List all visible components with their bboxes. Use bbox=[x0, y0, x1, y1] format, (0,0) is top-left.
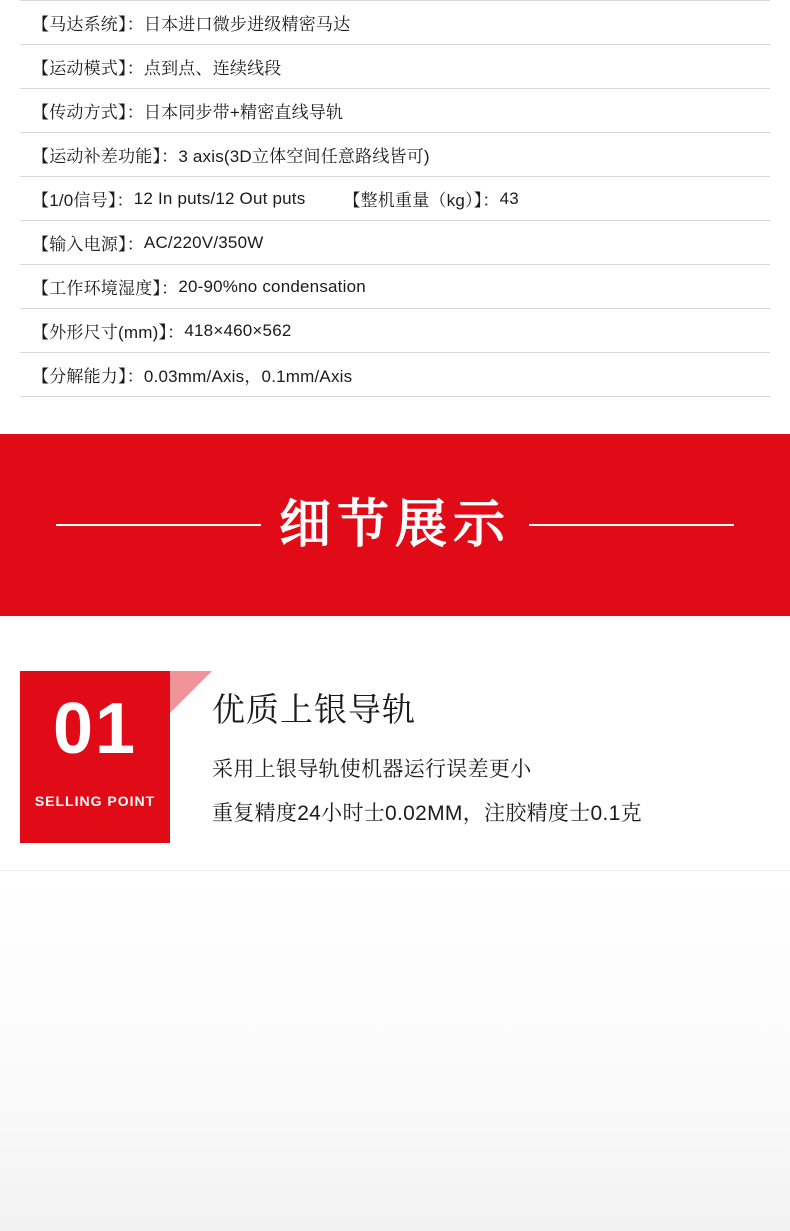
section-banner bbox=[0, 434, 790, 616]
spec-label: 【输入电源】： bbox=[32, 235, 144, 254]
spec-label: 【分解能力】： bbox=[32, 367, 144, 386]
spec-label: 【传动方式】： bbox=[32, 103, 144, 122]
table-row bbox=[20, 133, 770, 177]
selling-point-line: 重复精度24小时士0.02MM，注胶精度士0.1克 bbox=[212, 802, 642, 825]
table-row bbox=[20, 89, 770, 133]
table-cell bbox=[20, 265, 770, 309]
spec-value: 418×460×562 bbox=[184, 320, 292, 340]
selling-point-line: 采用上银导轨使机器运行误差更小 bbox=[212, 758, 532, 781]
spec-extra-value: 43 bbox=[499, 188, 519, 208]
selling-point-number: 01 bbox=[52, 689, 138, 769]
table-cell bbox=[20, 45, 770, 89]
spec-extra-label: 【整机重量（kg）】： bbox=[343, 191, 500, 210]
spec-value: 日本同步带+精密直线导轨 bbox=[143, 103, 344, 122]
spec-label: 【1/0信号】： bbox=[32, 191, 134, 210]
spec-label: 【运动模式】： bbox=[32, 59, 144, 78]
spec-label: 【外形尺寸(mm)】： bbox=[32, 323, 185, 342]
selling-point-text bbox=[212, 684, 772, 841]
table-row bbox=[20, 177, 770, 221]
table-row bbox=[20, 221, 770, 265]
specification-table bbox=[20, 0, 770, 397]
selling-point-badge bbox=[20, 671, 170, 843]
selling-point-sub-label: SELLING POINT bbox=[34, 793, 156, 809]
table-row bbox=[20, 45, 770, 89]
badge-fold-shape bbox=[170, 671, 212, 713]
spec-label: 【马达系统】： bbox=[32, 15, 144, 34]
spec-value: AC/220V/350W bbox=[143, 232, 264, 252]
banner-title: 细节展示 bbox=[278, 494, 511, 555]
banner-inner bbox=[0, 494, 790, 555]
spec-label: 【工作环境湿度】： bbox=[32, 279, 179, 298]
table-cell bbox=[20, 133, 770, 177]
product-photo bbox=[0, 870, 790, 1231]
table-cell bbox=[20, 177, 770, 221]
table-row bbox=[20, 1, 770, 45]
specification-table-body bbox=[20, 1, 770, 397]
spec-label: 【运动补差功能】： bbox=[32, 147, 179, 166]
table-cell bbox=[20, 221, 770, 265]
selling-point-block bbox=[0, 616, 790, 870]
table-row bbox=[20, 309, 770, 353]
table-cell bbox=[20, 89, 770, 133]
photo-background bbox=[0, 871, 790, 1231]
spec-value: 12 In puts/12 Out puts bbox=[133, 188, 306, 208]
table-row bbox=[20, 265, 770, 309]
spec-value: 20-90%no condensation bbox=[178, 276, 366, 296]
selling-point-badge-wrap bbox=[20, 671, 220, 843]
spec-value: 0.03mm/Axis，0.1mm/Axis bbox=[143, 367, 353, 386]
spec-value: 3 axis(3D立体空间任意路线皆可) bbox=[178, 147, 430, 166]
table-row bbox=[20, 353, 770, 397]
banner-rule-left bbox=[56, 524, 261, 526]
spec-value: 日本进口微步进级精密马达 bbox=[143, 15, 351, 34]
banner-rule-right bbox=[529, 524, 734, 526]
selling-point-heading: 优质上银导轨 bbox=[212, 690, 416, 729]
table-cell bbox=[20, 1, 770, 45]
table-cell bbox=[20, 309, 770, 353]
spec-value: 点到点、连续线段 bbox=[143, 59, 282, 78]
table-cell bbox=[20, 353, 770, 397]
